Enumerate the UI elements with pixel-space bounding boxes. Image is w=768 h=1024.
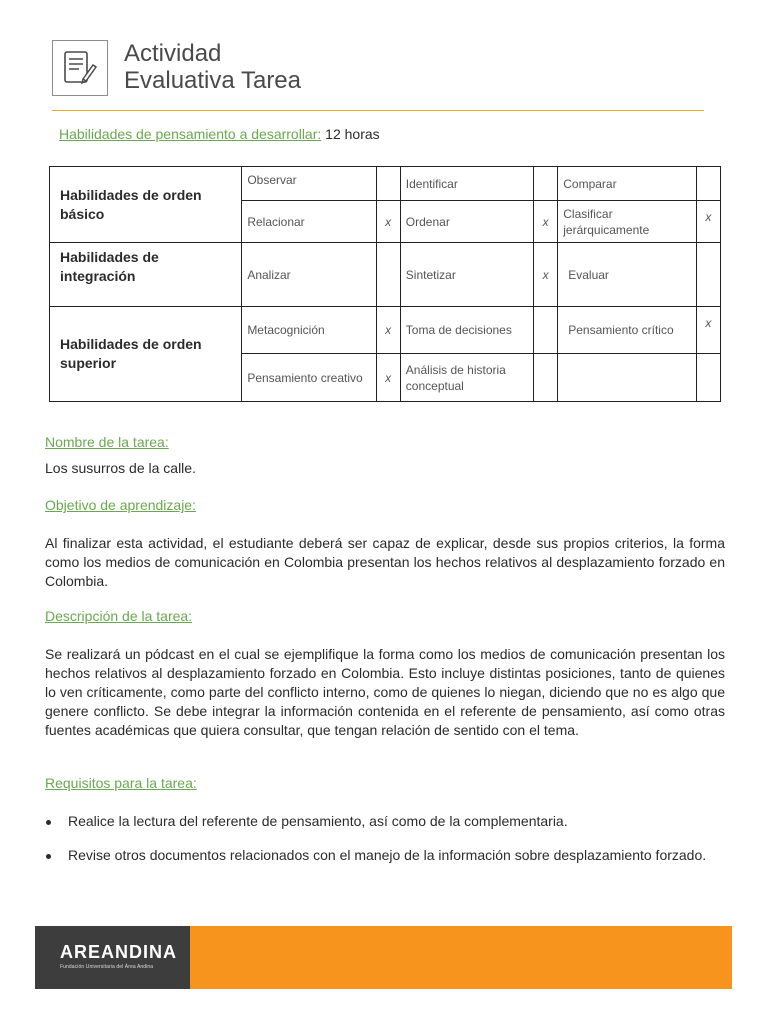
skill-cell: Comparar [558, 167, 696, 201]
skill-mark: x [696, 201, 720, 243]
superior-skills-heading: Habilidades de orden superior [50, 307, 242, 402]
skill-mark [376, 243, 400, 307]
table-row [50, 307, 721, 354]
skill-mark [696, 243, 720, 307]
skill-mark [533, 307, 557, 354]
requirements-list [45, 812, 725, 865]
skill-cell: Analizar [242, 243, 376, 307]
task-document-icon [52, 40, 108, 96]
basic-skills-heading: Habilidades de orden básico [50, 167, 242, 243]
description-text: Se realizará un pódcast en el cual se ejemplifique la forma como los medios de comunicación presentan los hechos relativos al desplazamiento forzado en Colombia. Esto incluye distintas posiciones, tanto de quienes lo ven críticamente, como parte del conflicto interno, como de quienes lo niegan, diciendo que no es algo que genere conflicto. Se debe integrar la información contenida en el referente de pensamiento, así como otras fuentes académicas que quiera consultar, que tengan relación de sentido con el tema. [45, 646, 725, 738]
skill-mark: x [533, 243, 557, 307]
skill-mark [376, 167, 400, 201]
skill-mark: x [533, 201, 557, 243]
hours-line [59, 126, 380, 142]
skill-cell: Pensamiento crítico [558, 307, 696, 354]
skill-cell: Ordenar [400, 201, 533, 243]
objective-text: Al finalizar esta actividad, el estudiante deberá ser capaz de explicar, desde sus propios criterios, la forma como los medios de comunicación en Colombia presentan los hechos relativos al desplazamiento forzado en Colombia. [45, 535, 725, 589]
document-title [124, 40, 301, 94]
skill-mark: x [696, 307, 720, 354]
integration-skills-heading: Habilidades de integración [50, 243, 242, 307]
footer-brand-block [35, 926, 190, 989]
skill-cell [558, 354, 696, 402]
skill-cell: Análisis de historia conceptual [400, 354, 533, 402]
skill-mark [696, 354, 720, 402]
skill-cell: Relacionar [242, 201, 376, 243]
skill-mark: x [376, 354, 400, 402]
skill-mark: x [376, 201, 400, 243]
hours-label: Habilidades de pensamiento a desarrollar: [59, 126, 322, 142]
footer-bar [35, 926, 732, 989]
task-name-value: Los susurros de la calle. [45, 460, 196, 476]
objective-label: Objetivo de aprendizaje: [45, 497, 196, 513]
brand-logo: AREANDINA [60, 942, 177, 962]
skill-cell: Observar [242, 167, 376, 201]
list-item: Realice la lectura del referente de pensamiento, así como de la complementaria. [45, 812, 725, 831]
skills-table [49, 166, 721, 402]
skill-mark [696, 167, 720, 201]
skill-mark [533, 167, 557, 201]
requirements-label: Requisitos para la tarea: [45, 775, 197, 791]
description-section [45, 607, 725, 740]
brand-tagline: Fundación Universitaria del Área Andina [60, 964, 154, 970]
title-line-2: Evaluativa Tarea [124, 67, 301, 94]
skill-cell: Metacognición [242, 307, 376, 354]
hours-value: 12 horas [321, 126, 380, 142]
description-label: Descripción de la tarea: [45, 608, 193, 624]
skill-mark [533, 354, 557, 402]
header-divider [52, 110, 704, 111]
objective-section [45, 496, 725, 591]
task-name-section [45, 433, 725, 478]
requirements-section [45, 774, 725, 865]
skill-cell: Toma de decisiones [400, 307, 533, 354]
skill-cell: Identificar [400, 167, 533, 201]
skill-cell: Evaluar [558, 243, 696, 307]
table-row [50, 167, 721, 201]
skill-cell: Pensamiento creativo [242, 354, 376, 402]
list-item: Revise otros documentos relacionados con el manejo de la información sobre desplazamiento forzado. [45, 846, 725, 865]
title-line-1: Actividad [124, 40, 222, 67]
skill-mark: x [376, 307, 400, 354]
table-row [50, 243, 721, 307]
skill-cell: Sintetizar [400, 243, 533, 307]
skill-cell: Clasificar jerárquicamente [558, 201, 696, 243]
task-name-label: Nombre de la tarea: [45, 434, 169, 450]
